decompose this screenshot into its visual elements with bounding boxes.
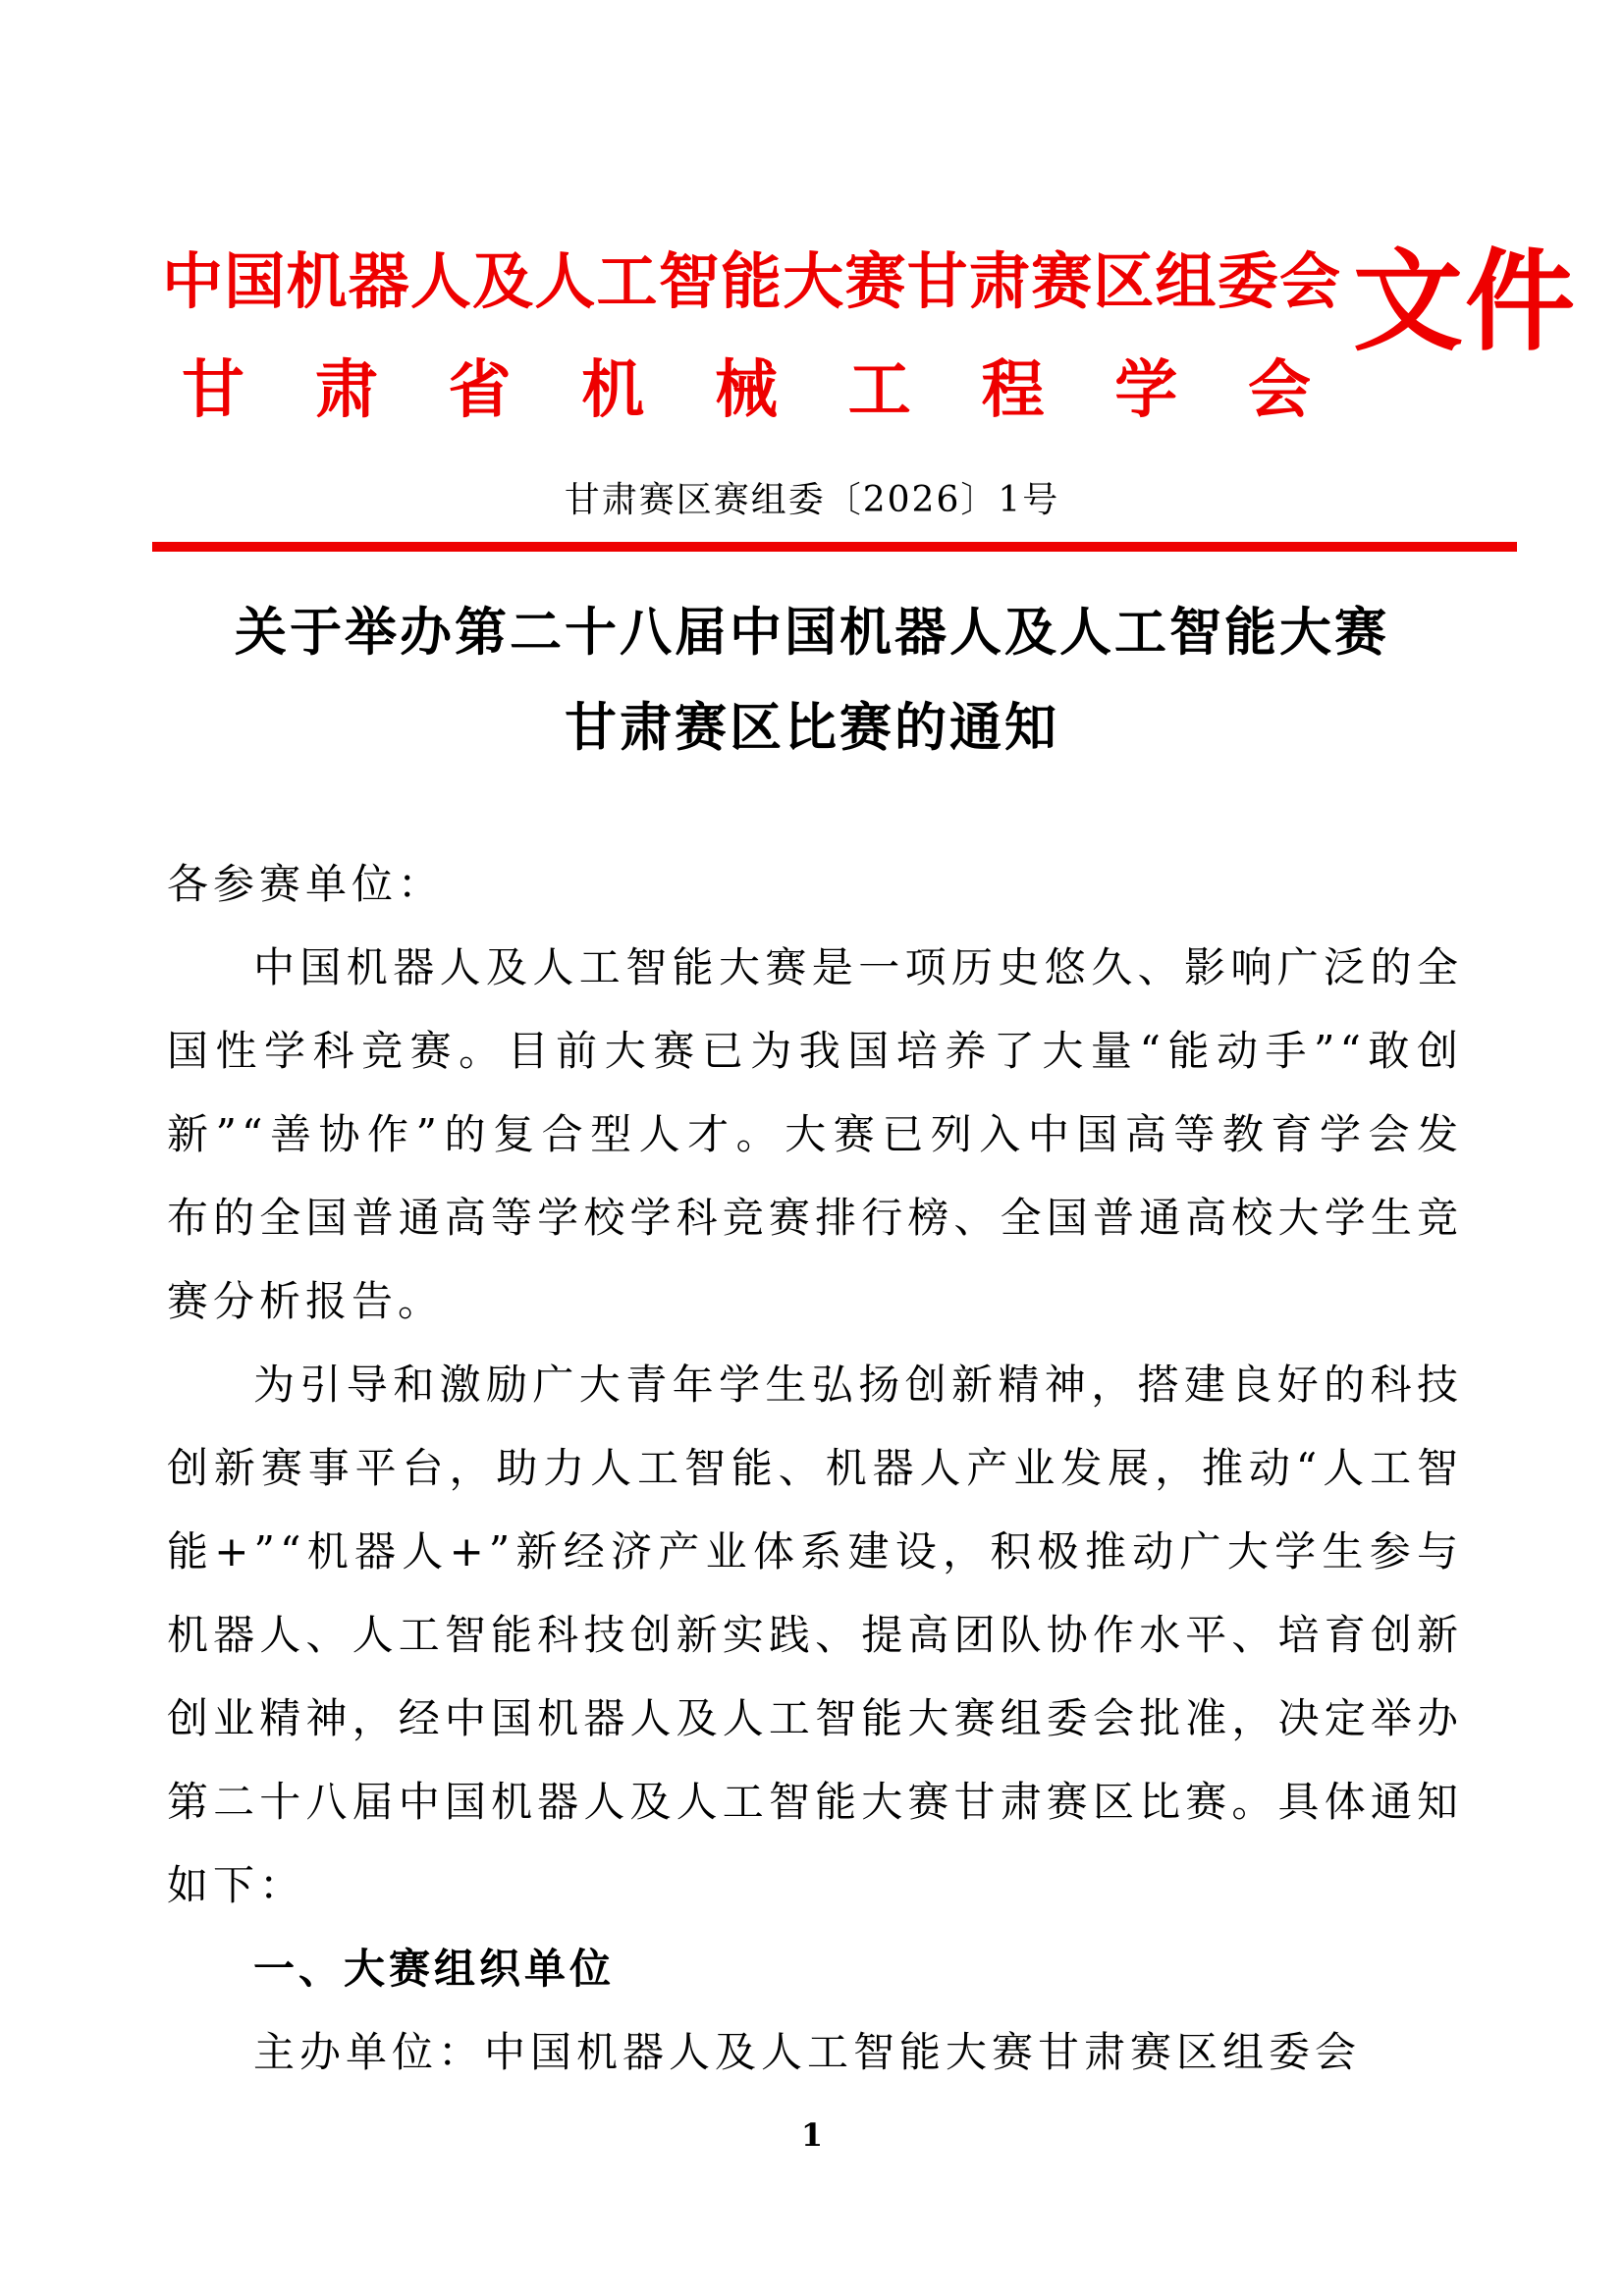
document-reference-number: 甘肃赛区赛组委〔2026〕1号 — [564, 480, 1060, 520]
body-line: 创业精神，经中国机器人及人工智能大赛组委会批准，决定举办 — [167, 1694, 1463, 1742]
body-line: 创新赛事平台，助力人工智能、机器人产业发展，推动“人工智 — [167, 1444, 1463, 1492]
document-title — [0, 585, 1624, 775]
document-title-line2: 甘肃赛区比赛的通知 — [565, 697, 1059, 758]
body-text — [167, 842, 1463, 2094]
red-divider-line — [152, 542, 1517, 552]
body-line: 国性学科竞赛。目前大赛已为我国培养了大量“能动手”“敢创 — [167, 1027, 1463, 1075]
body-line: 一、大赛组织单位 — [253, 1945, 616, 1993]
letterhead-org-line1: 中国机器人及人工智能大赛甘肃赛区组委会 — [162, 245, 1340, 317]
body-line: 布的全国普通高等学校学科竞赛排行榜、全国普通高校大学生竞 — [167, 1194, 1463, 1242]
body-line: 中国机器人及人工智能大赛是一项历史悠久、影响广泛的全 — [253, 943, 1463, 991]
letterhead-document-label: 文件 — [1353, 238, 1577, 366]
body-line: 新”“善协作”的复合型人才。大赛已列入中国高等教育学会发 — [167, 1110, 1463, 1158]
body-line: 第二十八届中国机器人及人工智能大赛甘肃赛区比赛。具体通知 — [167, 1778, 1463, 1826]
document-title-line1: 关于举办第二十八届中国机器人及人工智能大赛 — [235, 602, 1389, 663]
body-line: 如下： — [167, 1861, 306, 1909]
letterhead-org-line2: 甘肃省机械工程学会 — [182, 353, 1311, 427]
body-line: 能+”“机器人+”新经济产业体系建设，积极推动广大学生参与 — [167, 1527, 1463, 1575]
body-line: 机器人、人工智能科技创新实践、提高团队协作水平、培育创新 — [167, 1611, 1463, 1659]
body-line: 主办单位：中国机器人及人工智能大赛甘肃赛区组委会 — [253, 2028, 1362, 2076]
body-line: 各参赛单位： — [167, 860, 445, 908]
body-line: 为引导和激励广大青年学生弘扬创新精神，搭建良好的科技 — [253, 1361, 1463, 1409]
page-number: 1 — [800, 2116, 824, 2154]
body-line: 赛分析报告。 — [167, 1277, 445, 1325]
